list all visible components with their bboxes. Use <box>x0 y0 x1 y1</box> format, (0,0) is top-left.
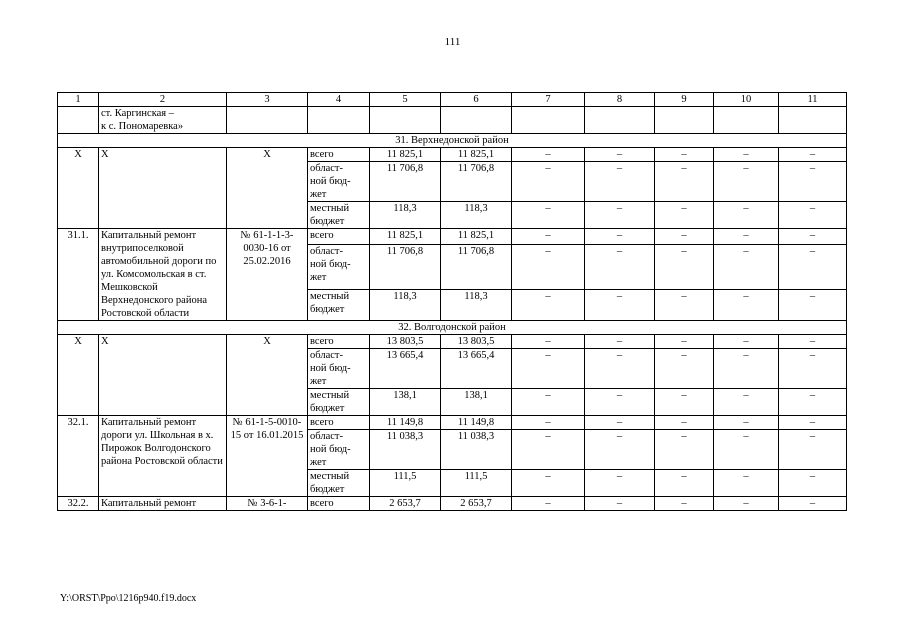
cell-dash: – <box>655 430 714 470</box>
section-row <box>58 134 847 148</box>
cell-funding-type: местный бюджет <box>308 290 370 321</box>
cell-dash: – <box>714 335 779 349</box>
cell-dash: – <box>714 470 779 497</box>
cell-dash: – <box>714 290 779 321</box>
column-header: 3 <box>227 93 308 107</box>
cell-dash: – <box>585 335 655 349</box>
cell-dash: – <box>714 349 779 389</box>
cell-value-total: 2 653,7 <box>370 497 441 511</box>
column-header: 6 <box>441 93 512 107</box>
cell-dash: – <box>779 389 847 416</box>
cell-dash: – <box>512 416 585 430</box>
cell-dash: – <box>512 389 585 416</box>
cell-value-year: 11 706,8 <box>441 162 512 202</box>
cell-value-year: 2 653,7 <box>441 497 512 511</box>
cell-object-name: Капитальный ремонт дороги ул. Школьная в х. Пирожок Волгодонского района Ростовской области <box>99 416 227 497</box>
cell-dash: – <box>512 290 585 321</box>
cell-funding-type: всего <box>308 335 370 349</box>
cell-funding-type: всего <box>308 497 370 511</box>
cell-dash: – <box>779 229 847 245</box>
cell-dash: – <box>714 244 779 289</box>
section-row <box>58 321 847 335</box>
cell-dash: – <box>512 162 585 202</box>
cell-registration: Х <box>227 148 308 229</box>
cell-funding-type: местный бюджет <box>308 470 370 497</box>
cell-num <box>58 107 99 134</box>
column-header: 7 <box>512 93 585 107</box>
cell-empty <box>655 107 714 134</box>
cell-funding-type: област- ной бюд- жет <box>308 162 370 202</box>
section-title: 31. Верхнедонской район <box>58 134 847 148</box>
continuation-row <box>58 107 847 134</box>
cell-value-year: 138,1 <box>441 389 512 416</box>
cell-dash: – <box>779 416 847 430</box>
cell-dash: – <box>714 229 779 245</box>
column-header: 5 <box>370 93 441 107</box>
cell-object-name: Капитальный ремонт <box>99 497 227 511</box>
cell-dash: – <box>779 290 847 321</box>
cell-value-total: 13 665,4 <box>370 349 441 389</box>
cell-value-total: 11 038,3 <box>370 430 441 470</box>
cell-value-year: 11 038,3 <box>441 430 512 470</box>
cell-dash: – <box>512 497 585 511</box>
cell-value-total: 11 149,8 <box>370 416 441 430</box>
cell-dash: – <box>655 162 714 202</box>
table-row <box>58 148 847 162</box>
cell-dash: – <box>714 497 779 511</box>
cell-value-year: 111,5 <box>441 470 512 497</box>
cell-item-number: 32.1. <box>58 416 99 497</box>
cell-dash: – <box>779 148 847 162</box>
cell-dash: – <box>655 497 714 511</box>
cell-dash: – <box>655 416 714 430</box>
table-row <box>58 229 847 245</box>
cell-dash: – <box>779 335 847 349</box>
cell-dash: – <box>585 290 655 321</box>
cell-dash: – <box>585 497 655 511</box>
cell-object-name: Х <box>99 148 227 229</box>
table-row <box>58 335 847 349</box>
cell-empty <box>308 107 370 134</box>
cell-dash: – <box>714 202 779 229</box>
cell-dash: – <box>779 202 847 229</box>
cell-dash: – <box>585 349 655 389</box>
cell-value-year: 11 825,1 <box>441 148 512 162</box>
cell-funding-type: област- ной бюд- жет <box>308 244 370 289</box>
cell-dash: – <box>585 416 655 430</box>
cell-dash: – <box>585 389 655 416</box>
cell-dash: – <box>512 244 585 289</box>
cell-dash: – <box>512 335 585 349</box>
cell-dash: – <box>585 148 655 162</box>
cell-dash: – <box>779 244 847 289</box>
cell-value-year: 118,3 <box>441 202 512 229</box>
table-row <box>58 416 847 430</box>
cell-value-year: 11 149,8 <box>441 416 512 430</box>
cell-registration: № 61-1-5-0010-15 от 16.01.2015 <box>227 416 308 497</box>
cell-dash: – <box>512 349 585 389</box>
cell-item-number: Х <box>58 148 99 229</box>
cell-dash: – <box>714 389 779 416</box>
cell-dash: – <box>714 430 779 470</box>
cell-value-year: 13 803,5 <box>441 335 512 349</box>
cell-value-total: 118,3 <box>370 290 441 321</box>
cell-dash: – <box>779 162 847 202</box>
cell-dash: – <box>585 430 655 470</box>
cell-value-total: 138,1 <box>370 389 441 416</box>
column-header: 4 <box>308 93 370 107</box>
cell-dash: – <box>779 497 847 511</box>
cell-funding-type: всего <box>308 148 370 162</box>
cell-dash: – <box>655 148 714 162</box>
cell-value-year: 11 825,1 <box>441 229 512 245</box>
column-header: 8 <box>585 93 655 107</box>
cell-dash: – <box>655 470 714 497</box>
table-row <box>58 497 847 511</box>
cell-value-year: 13 665,4 <box>441 349 512 389</box>
cell-funding-type: местный бюджет <box>308 389 370 416</box>
cell-empty <box>441 107 512 134</box>
cell-value-year: 118,3 <box>441 290 512 321</box>
cell-dash: – <box>585 470 655 497</box>
cell-funding-type: местный бюджет <box>308 202 370 229</box>
cell-funding-type: област- ной бюд- жет <box>308 430 370 470</box>
cell-value-total: 11 825,1 <box>370 229 441 245</box>
cell-dash: – <box>585 244 655 289</box>
cell-registration: Х <box>227 335 308 416</box>
cell-dash: – <box>585 162 655 202</box>
column-header: 2 <box>99 93 227 107</box>
cell-dash: – <box>512 430 585 470</box>
cell-registration: № 61-1-1-3-0030-16 от 25.02.2016 <box>227 229 308 321</box>
cell-funding-type: област- ной бюд- жет <box>308 349 370 389</box>
cell-dash: – <box>585 202 655 229</box>
cell-empty <box>512 107 585 134</box>
cell-dash: – <box>655 202 714 229</box>
cell-empty <box>227 107 308 134</box>
cell-dash: – <box>655 389 714 416</box>
cell-dash: – <box>655 244 714 289</box>
page-number: 111 <box>444 36 461 48</box>
column-header: 10 <box>714 93 779 107</box>
cell-empty <box>714 107 779 134</box>
column-header: 9 <box>655 93 714 107</box>
cell-dash: – <box>779 470 847 497</box>
cell-empty <box>585 107 655 134</box>
cell-dash: – <box>714 416 779 430</box>
cell-item-number: Х <box>58 335 99 416</box>
cell-value-year: 11 706,8 <box>441 244 512 289</box>
cell-object-name: Капитальный ремонт внутрипоселковой автомобильной дороги по ул. Комсомольская в ст. Мешковской Верхнедонского района Ростовской области <box>99 229 227 321</box>
cell-value-total: 11 825,1 <box>370 148 441 162</box>
cell-funding-type: всего <box>308 229 370 245</box>
cell-empty <box>370 107 441 134</box>
header-row <box>58 93 847 107</box>
cell-dash: – <box>655 349 714 389</box>
cell-dash: – <box>714 162 779 202</box>
cell-dash: – <box>655 229 714 245</box>
cell-value-total: 111,5 <box>370 470 441 497</box>
section-title: 32. Волгодонской район <box>58 321 847 335</box>
cell-value-total: 13 803,5 <box>370 335 441 349</box>
cell-empty <box>779 107 847 134</box>
cell-item-number: 32.2. <box>58 497 99 511</box>
cell-dash: – <box>512 148 585 162</box>
cell-dash: – <box>585 229 655 245</box>
cell-dash: – <box>779 349 847 389</box>
cell-funding-type: всего <box>308 416 370 430</box>
footer-file-path: Y:\ORST\Ppo\1216p940.f19.docx <box>60 593 197 604</box>
budget-table <box>57 92 847 511</box>
cell-item-number: 31.1. <box>58 229 99 321</box>
cell-dash: – <box>512 202 585 229</box>
cell-dash: – <box>779 430 847 470</box>
cell-dash: – <box>655 335 714 349</box>
cell-registration: № 3-6-1- <box>227 497 308 511</box>
cell-value-total: 11 706,8 <box>370 244 441 289</box>
column-header: 1 <box>58 93 99 107</box>
cell-dash: – <box>512 470 585 497</box>
column-header: 11 <box>779 93 847 107</box>
cell-object-name: Х <box>99 335 227 416</box>
cell-name: ст. Каргинская – к с. Пономаревка» <box>99 107 227 134</box>
cell-value-total: 118,3 <box>370 202 441 229</box>
cell-dash: – <box>655 290 714 321</box>
cell-value-total: 11 706,8 <box>370 162 441 202</box>
cell-dash: – <box>512 229 585 245</box>
cell-dash: – <box>714 148 779 162</box>
